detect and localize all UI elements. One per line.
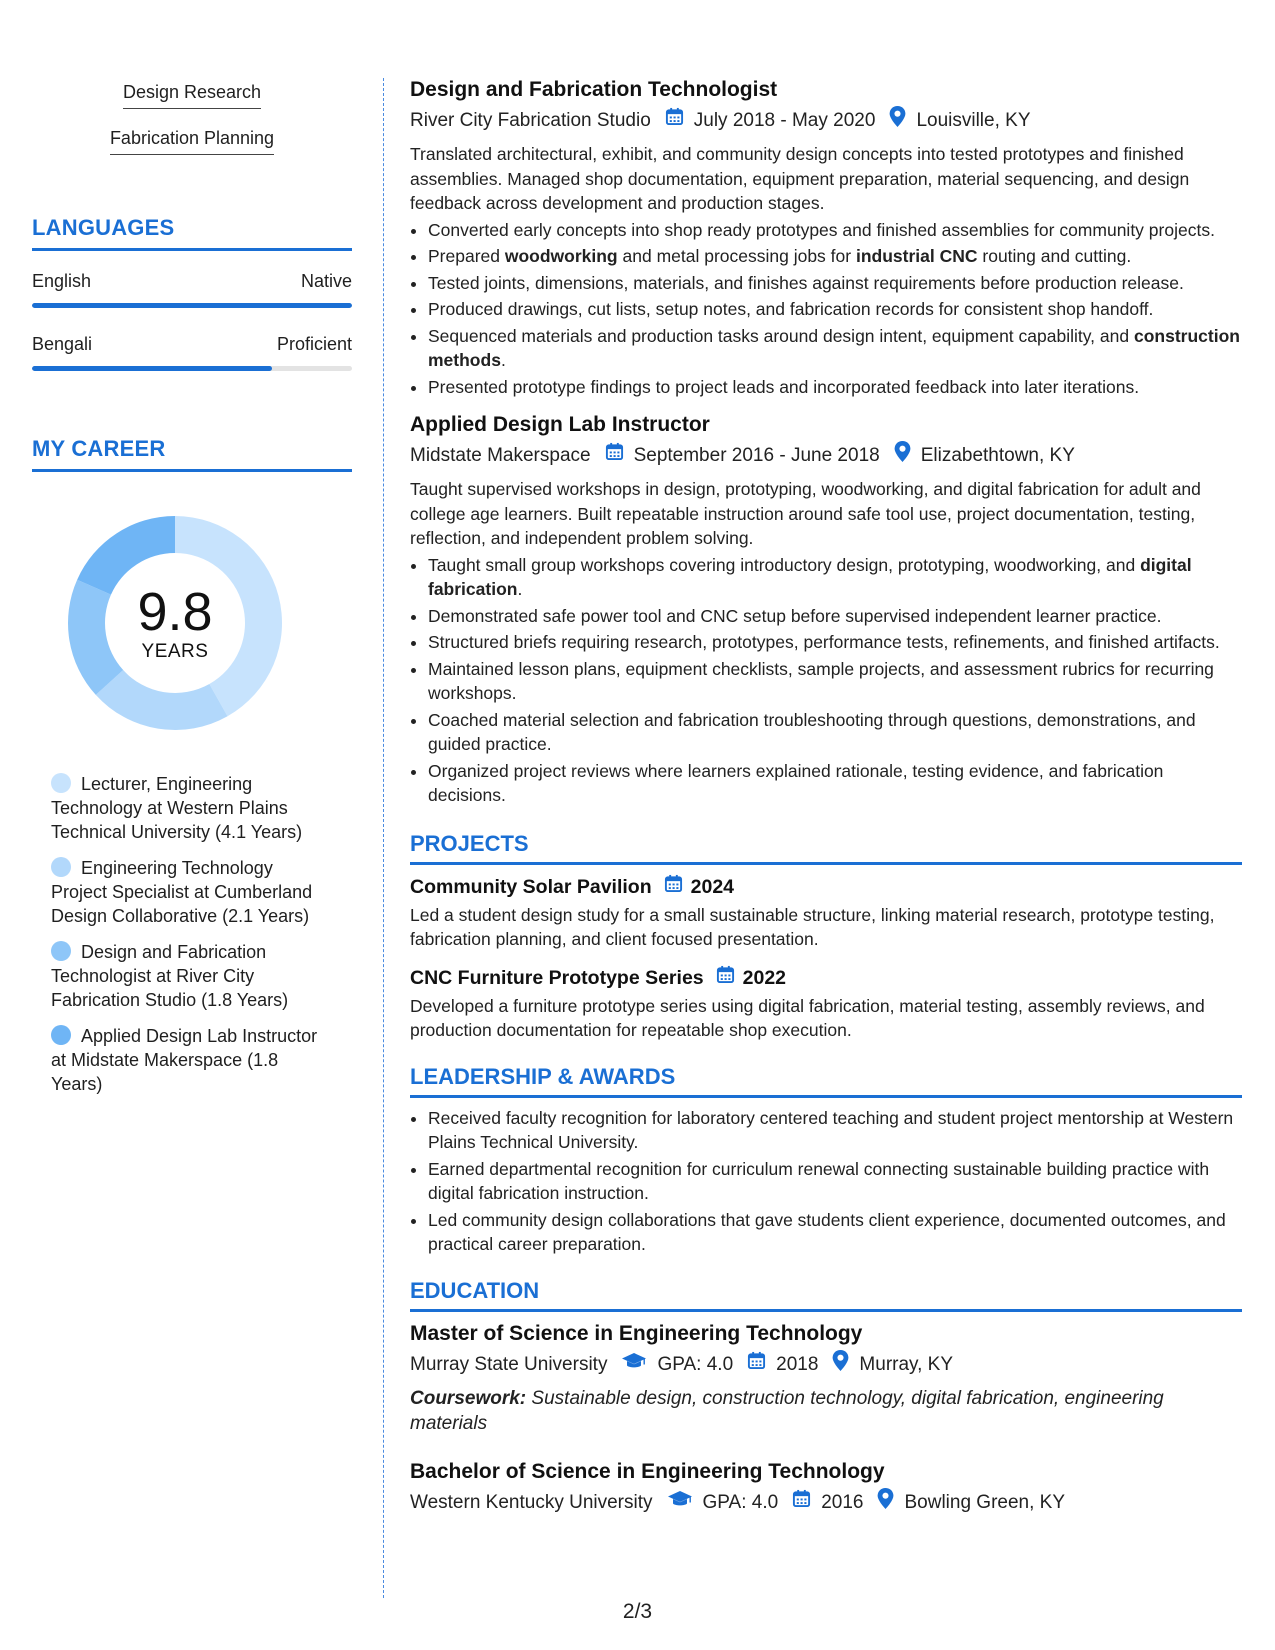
language-row	[32, 269, 352, 293]
education-entry	[410, 1320, 1242, 1436]
map-pin-icon	[877, 1488, 894, 1518]
language-level: Native	[300, 271, 352, 291]
text-run: Coached material selection and fabrication troubleshooting through questions, demonstrations, and guided practice.	[428, 709, 1196, 754]
job-meta	[410, 441, 1242, 471]
career-section	[32, 435, 352, 1096]
job-dates: July 2018 - May 2020	[693, 110, 876, 131]
calendar-icon	[716, 964, 735, 992]
career-heading: MY CAREER	[32, 435, 352, 472]
text-run: Presented prototype findings to project leads and incorporated feedback into later iterations.	[428, 376, 1140, 397]
legend-label: Design and Fabrication Technologist at River City Fabrication Studio (1.8 Years)	[51, 942, 289, 1010]
text-run: Converted early concepts into shop ready prototypes and finished assemblies for community projects.	[428, 219, 1215, 240]
career-legend-item	[51, 1024, 321, 1096]
job-bullet	[428, 759, 1242, 808]
text-run: Demonstrated safe power tool and CNC setup before supervised independent learner practice.	[428, 605, 1162, 626]
bold-text: industrial CNC	[855, 246, 978, 266]
project-title-row	[410, 964, 1242, 992]
project-description: Developed a furniture prototype series using digital fabrication, material testing, assembly reviews, and production documentation for repeatable shop execution.	[410, 995, 1205, 1040]
projects-heading: PROJECTS	[410, 830, 1242, 865]
legend-color-dot	[51, 941, 71, 961]
legend-label: Lecturer, Engineering Technology at Western Plains Technical University (4.1 Years)	[51, 774, 303, 842]
text-run: .	[517, 579, 523, 599]
career-legend-item	[51, 940, 321, 1012]
language-name: English	[32, 271, 92, 291]
map-pin-icon	[894, 441, 911, 471]
education-heading: EDUCATION	[410, 1277, 1242, 1312]
job-bullet	[428, 657, 1242, 706]
award-item: • Earned departmental recognition for curriculum renewal connecting sustainable building practice with digital fabrication instruction.	[428, 1157, 1242, 1206]
text-run: .	[500, 350, 506, 370]
calendar-icon	[605, 442, 624, 470]
coursework-text: Sustainable design, construction technology, digital fabrication, engineering materials	[410, 1387, 1164, 1434]
job-bullet	[428, 324, 1242, 373]
text-run: Maintained lesson plans, equipment checklists, sample projects, and assessment rubrics for recurring workshops.	[428, 658, 1214, 703]
calendar-icon	[664, 873, 683, 901]
education-meta	[410, 1350, 1242, 1380]
graduation-year: 2016	[821, 1491, 864, 1513]
graduation-year: 2018	[776, 1353, 819, 1375]
total-years-value: 9.8	[137, 582, 213, 642]
projects-list	[410, 873, 1242, 1043]
graduation-cap-icon	[667, 1489, 693, 1517]
text-run: Sequenced materials and production tasks around design intent, equipment capability, and	[428, 325, 1134, 346]
job-bullet	[428, 604, 1242, 629]
school-location: Bowling Green, KY	[904, 1491, 1066, 1513]
job-location: Louisville, KY	[916, 110, 1031, 131]
career-legend	[32, 772, 352, 1096]
language-row	[32, 332, 352, 356]
award-item: • Led community design collaborations that gave students client experience, documented outcomes, and practical career preparation.	[428, 1208, 1242, 1257]
project-year: 2022	[742, 966, 787, 989]
languages-heading: LANGUAGES	[32, 214, 352, 251]
total-years-unit: YEARS	[141, 641, 209, 662]
bold-text: digital fabrication	[428, 554, 1192, 599]
skill-item: Fabrication Planning	[110, 126, 274, 155]
job-title: Applied Design Lab Instructor	[410, 413, 710, 436]
donut-center	[60, 508, 290, 738]
map-pin-icon	[832, 1350, 849, 1380]
language-level: Proficient	[276, 334, 352, 354]
award-item: • Received faculty recognition for laboratory centered teaching and student project mentorship at Western Plains Technical University.	[428, 1106, 1242, 1155]
text-run: Tested joints, dimensions, materials, and finishes against requirements before production release.	[428, 272, 1184, 293]
career-legend-item	[51, 772, 321, 844]
legend-color-dot	[51, 773, 71, 793]
degree-title: Master of Science in Engineering Technology	[410, 1321, 863, 1345]
education-meta	[410, 1488, 1242, 1518]
job-entry	[410, 76, 1242, 399]
school-location: Murray, KY	[859, 1353, 954, 1375]
calendar-icon	[747, 1351, 766, 1379]
language-proficiency-fill	[32, 366, 272, 371]
text-run: Organized project reviews where learners explained rationale, testing evidence, and fabrication decisions.	[428, 760, 1164, 805]
job-meta	[410, 106, 1242, 136]
calendar-icon	[665, 107, 684, 135]
career-donut-chart	[60, 508, 290, 738]
job-bullet	[428, 271, 1242, 296]
job-dates: September 2016 - June 2018	[633, 445, 880, 466]
bold-text: construction methods	[428, 325, 1240, 370]
school-name: Western Kentucky University	[410, 1491, 653, 1513]
languages-section	[32, 214, 352, 371]
job-entry	[410, 411, 1242, 808]
job-bullet	[428, 708, 1242, 757]
text-run: Produced drawings, cut lists, setup notes, and fabrication records for consistent shop handoff.	[428, 299, 1154, 319]
gpa-value: GPA: 4.0	[702, 1491, 779, 1513]
job-bullet	[428, 297, 1242, 322]
language-item	[32, 269, 352, 308]
text-run: Taught small group workshops covering introductory design, prototyping, woodworking, and	[428, 554, 1141, 575]
education-entry	[410, 1458, 1242, 1518]
skill-item: Design Research	[123, 80, 261, 109]
text-run: Structured briefs requiring research, prototypes, performance tests, refinements, and finished artifacts.	[428, 632, 1220, 652]
language-proficiency-bar	[32, 303, 352, 308]
legend-color-dot	[51, 857, 71, 877]
right-column	[410, 76, 1242, 1518]
degree-title: Bachelor of Science in Engineering Technology	[410, 1459, 885, 1483]
job-bullet	[428, 553, 1242, 602]
job-location: Elizabethtown, KY	[920, 445, 1075, 466]
job-bullet	[428, 630, 1242, 655]
project-title: Community Solar Pavilion	[410, 875, 652, 898]
left-column	[32, 80, 352, 1108]
job-description: Taught supervised workshops in design, prototyping, woodworking, and digital fabrication for adult and college age learners. Built repeatable instruction around safe tool use, project documentation, testing, reflection, and independent problem solving.	[410, 479, 1201, 548]
job-company: River City Fabrication Studio	[410, 110, 651, 131]
job-title: Design and Fabrication Technologist	[410, 78, 778, 101]
career-legend-item	[51, 856, 321, 928]
language-proficiency-fill	[32, 303, 352, 308]
project-entry	[410, 964, 1242, 1043]
job-bullets	[410, 218, 1242, 400]
project-entry	[410, 873, 1242, 952]
language-item	[32, 332, 352, 371]
job-bullet	[428, 244, 1242, 269]
map-pin-icon	[889, 106, 906, 136]
text-run: routing and cutting.	[977, 246, 1132, 266]
project-year: 2024	[690, 875, 735, 898]
awards-list	[410, 1106, 1242, 1257]
experience-list	[410, 76, 1242, 808]
text-run: Prepared	[428, 246, 505, 266]
legend-label: Applied Design Lab Instructor at Midstate Makerspace (1.8 Years)	[51, 1026, 318, 1094]
job-description: Translated architectural, exhibit, and community design concepts into tested prototypes and finished assemblies. Managed shop documentation, equipment preparation, material sequencing, and design feedback across development and production stages.	[410, 144, 1190, 213]
education-list	[410, 1320, 1242, 1518]
job-company: Midstate Makerspace	[410, 445, 591, 466]
page-number: 2/3	[622, 1600, 653, 1623]
text-run: and metal processing jobs for	[617, 246, 856, 266]
coursework-label: Coursework:	[410, 1387, 527, 1409]
job-bullets	[410, 553, 1242, 808]
job-bullet	[428, 375, 1242, 400]
project-title: CNC Furniture Prototype Series	[410, 966, 704, 989]
calendar-icon	[792, 1489, 811, 1517]
gpa-value: GPA: 4.0	[657, 1353, 734, 1375]
job-bullet	[428, 218, 1242, 243]
project-title-row	[410, 873, 1242, 901]
legend-label: Engineering Technology Project Specialist at Cumberland Design Collaborative (2.1 Years)	[51, 858, 313, 926]
coursework	[410, 1386, 1242, 1436]
awards-heading: LEADERSHIP & AWARDS	[410, 1063, 1242, 1098]
language-proficiency-bar	[32, 366, 352, 371]
column-divider	[383, 78, 384, 1598]
skill-list	[32, 80, 352, 172]
graduation-cap-icon	[621, 1351, 647, 1379]
language-name: Bengali	[32, 334, 93, 354]
school-name: Murray State University	[410, 1353, 608, 1375]
legend-color-dot	[51, 1025, 71, 1045]
bold-text: woodworking	[504, 246, 618, 266]
project-description: Led a student design study for a small sustainable structure, linking material research, prototype testing, fabrication planning, and client focused presentation.	[410, 904, 1215, 949]
